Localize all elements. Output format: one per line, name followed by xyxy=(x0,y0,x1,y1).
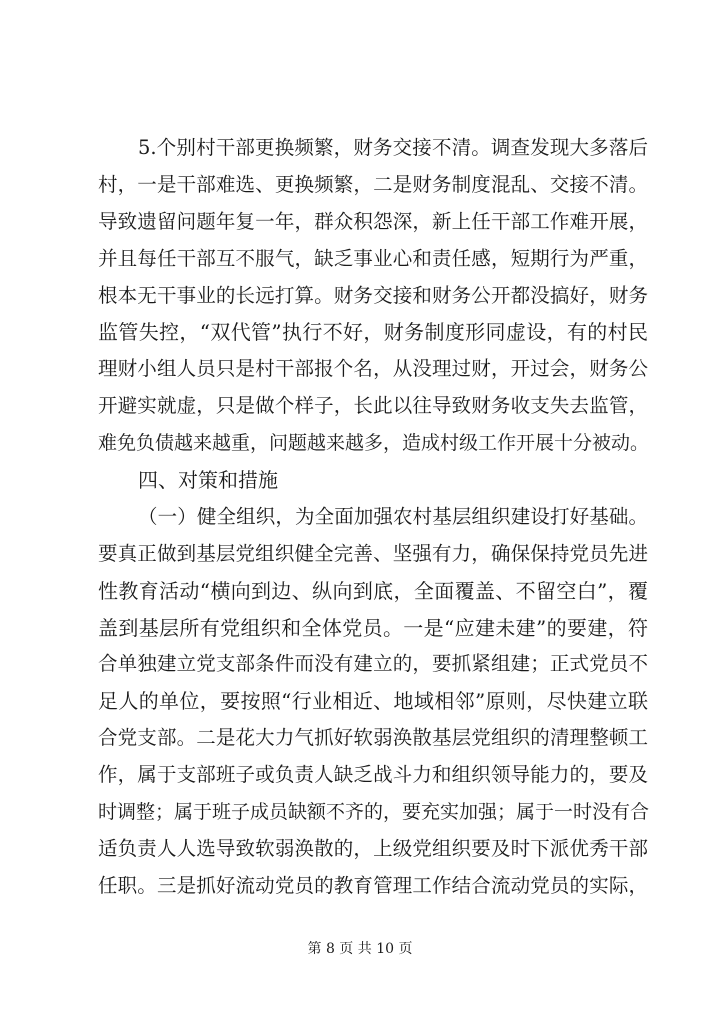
text-line: 合党支部。二是花大力气抓好软弱涣散基层党组织的清理整顿工 xyxy=(98,726,648,750)
text-line: 四、对策和措施 xyxy=(138,468,278,493)
text-line: （一）健全组织，为全面加强农村基层组织建设打好基础。 xyxy=(138,504,648,528)
text-line: 难免负债越来越重，问题越来越多，造成村级工作开展十分被动。 xyxy=(98,432,650,455)
text-line: 监管失控，“双代管”执行不好，财务制度形同虚设，有的村民 xyxy=(98,320,648,345)
text-line: 导致遗留问题年复一年，群众积怨深，新上任干部工作难开展， xyxy=(98,209,648,233)
text-line: 要真正做到基层党组织健全完善、坚强有力，确保保持党员先进 xyxy=(98,541,648,565)
text-line: 足人的单位，要按照“行业相近、地域相邻”原则，尽快建立联 xyxy=(98,689,648,714)
text-line: 并且每任干部互不服气，缺乏事业心和责任感，短期行为严重， xyxy=(98,246,648,270)
text-line: 理财小组人员只是村干部报个名，从没理过财，开过会，财务公 xyxy=(98,357,648,381)
page-footer: 第 8 页 共 10 页 xyxy=(307,941,413,957)
body-text xyxy=(98,130,648,905)
text-line: 盖到基层所有党组织和全体党员。一是“应建未建”的要建，符 xyxy=(98,615,648,640)
text-line: 5.个别村干部更换频繁，财务交接不清。调查发现大多落后 xyxy=(138,136,648,159)
text-line: 时调整；属于班子成员缺额不齐的，要充实加强；属于一时没有合 xyxy=(98,801,650,824)
text-line: 合单独建立党支部条件而没有建立的，要抓紧组建；正式党员不 xyxy=(98,652,648,676)
text-line: 根本无干事业的长远打算。财务交接和财务公开都没搞好，财务 xyxy=(98,283,648,307)
text-line: 任职。三是抓好流动党员的教育管理工作结合流动党员的实际， xyxy=(98,873,648,897)
text-line: 村，一是干部难选、更换频繁，二是财务制度混乱、交接不清。 xyxy=(98,172,648,196)
text-line: 开避实就虚，只是做个样子，长此以往导致财务收支失去监管， xyxy=(98,394,648,418)
text-line: 性教育活动“横向到边、纵向到底，全面覆盖、不留空白”，覆 xyxy=(98,578,648,603)
text-line: 适负责人人选导致软弱涣散的，上级党组织要及时下派优秀干部 xyxy=(98,836,648,860)
text-line: 作，属于支部班子或负责人缺乏战斗力和组织领导能力的，要及 xyxy=(98,763,648,787)
